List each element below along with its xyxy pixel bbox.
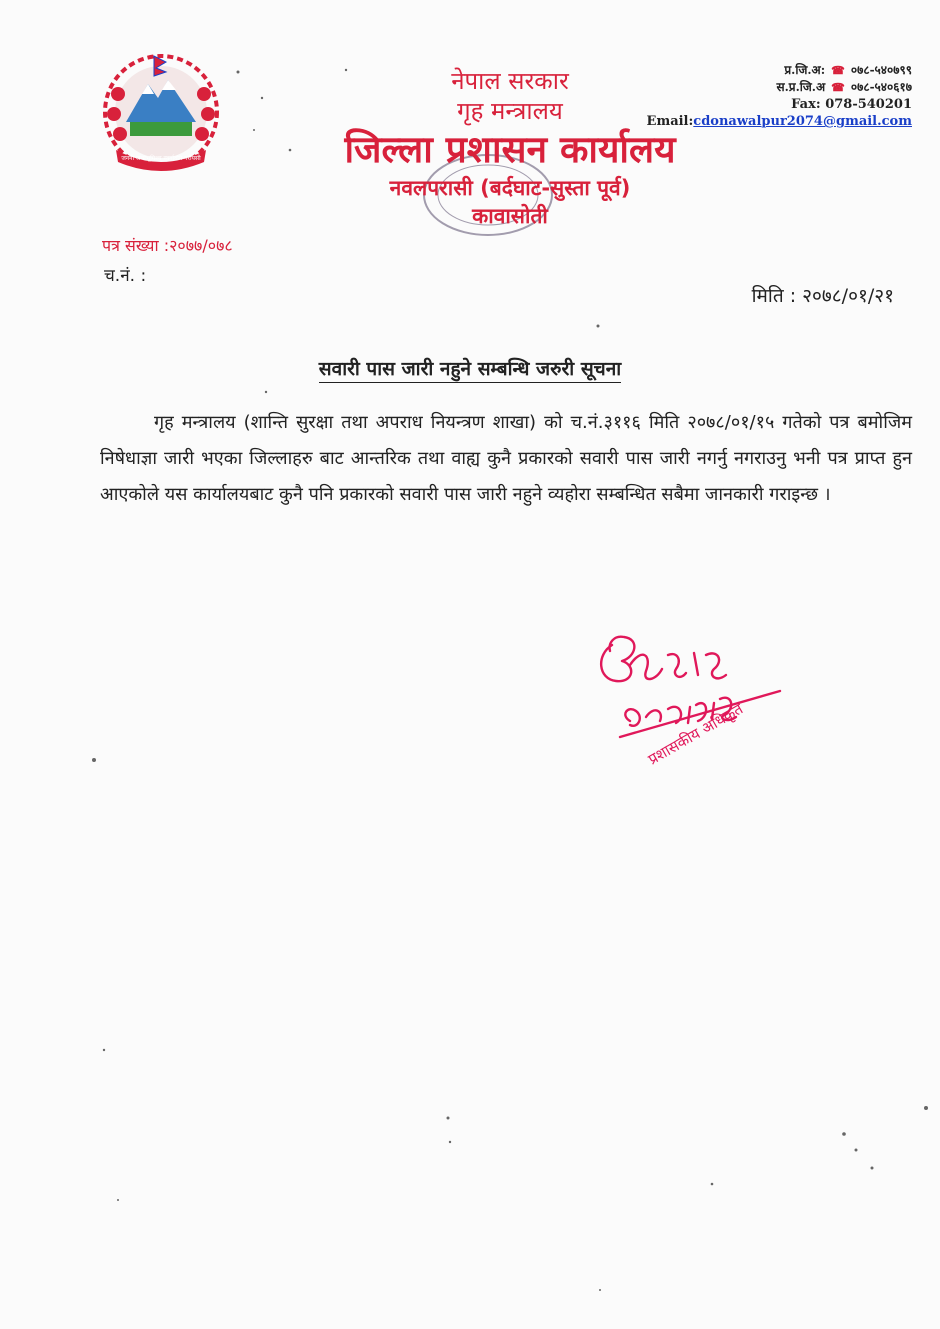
nepal-emblem-logo	[96, 50, 226, 172]
emblem-motto: जननी जन्मभूमिश्च स्वर्गादपि गरीयसी	[121, 155, 201, 162]
phone-icon: ☎	[831, 81, 845, 94]
email-link[interactable]: cdonawalpur2074@gmail.com	[693, 114, 912, 129]
office-name: जिल्ला प्रशासन कार्यालय	[344, 128, 676, 171]
acda-phone: ०७८-५४०६१७	[850, 80, 912, 94]
dispatch-number: च.नं. :	[104, 266, 147, 286]
handwritten-signature	[590, 625, 800, 775]
fax-label: Fax:	[791, 97, 821, 112]
notice-body	[100, 405, 912, 513]
notice-title: सवारी पास जारी नहुने सम्बन्धि जरुरी सूचना	[319, 358, 621, 383]
letter-date: मिति : २०७८/०१/२१	[751, 285, 894, 307]
email-label: Email:	[646, 114, 694, 129]
cda-label: प्र.जि.अ:	[784, 63, 826, 77]
cda-phone: ०७८-५४०७९९	[850, 63, 912, 77]
notice-paragraph: गृह मन्त्रालय (शान्ति सुरक्षा तथा अपराध नियन्त्रण शाखा) को च.नं.३११६ मिति २०७८/०१/१५ गतेको पत्र बमोजिम निषेधाज्ञा जारी भएका जिल्लाहरु बाट आन्तरिक तथा वाह्य कुनै प्रकारको सवारी पास जारी नगर्नु नगराउनु भनी पत्र प्राप्त हुन आएकोले यस कार्यालयबाट कुनै पनि प्रकारको सवारी पास जारी नहुने व्यहोरा सम्बन्धित सबैमा जानकारी गराइन्छ ।	[100, 412, 912, 505]
reference-number: पत्र संख्या :२०७७/०७८	[102, 236, 233, 255]
ministry-name: गृह मन्त्रालय	[457, 97, 563, 125]
notice-title-container	[0, 355, 940, 381]
district-name: नवलपरासी (बर्दघाट-सुस्ता पूर्व)	[389, 176, 631, 200]
govt-name: नेपाल सरकार	[451, 67, 569, 95]
acda-label: स.प्र.जि.अ	[776, 80, 826, 94]
fax-line	[647, 96, 912, 113]
acda-phone-line	[647, 79, 912, 96]
contact-block	[647, 62, 912, 130]
email-line	[647, 113, 912, 130]
signatory-designation: प्रशासकीय अधिकृत	[645, 699, 747, 769]
fax-number: 078-540201	[825, 97, 912, 112]
office-place: कावासोती	[472, 204, 548, 228]
cda-phone-line	[647, 62, 912, 79]
phone-icon: ☎	[831, 64, 845, 77]
